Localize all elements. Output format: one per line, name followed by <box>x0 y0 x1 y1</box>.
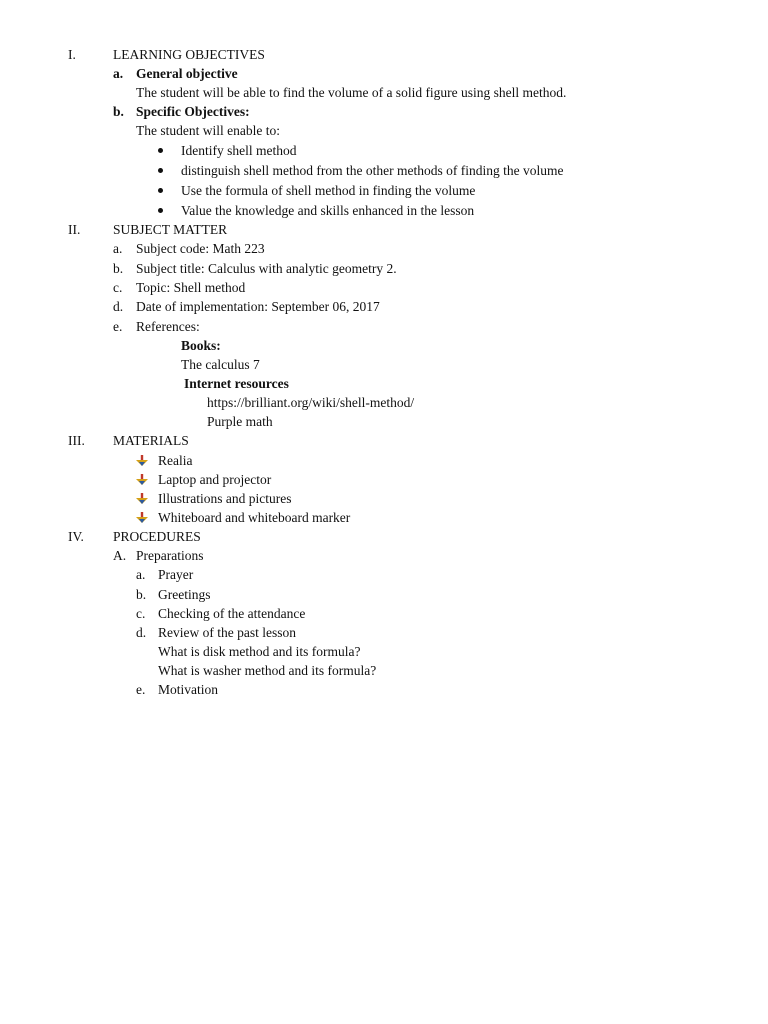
specific-objectives-marker: b. <box>113 104 124 119</box>
specific-objectives-intro: The student will enable to: <box>136 123 280 138</box>
arrow-bullet-icon <box>135 492 149 506</box>
section-3-numeral: III. <box>68 433 85 448</box>
objective-bullet-3: Use the formula of shell method in finding the volume <box>181 183 476 198</box>
arrow-bullet-icon <box>135 473 149 487</box>
internet-resources-label: Internet resources <box>184 376 289 391</box>
objective-bullet-4: Value the knowledge and skills enhanced in the lesson <box>181 203 475 218</box>
bullet-icon <box>158 168 163 173</box>
section-3-heading: MATERIALS <box>113 433 189 448</box>
reference-url: https://brilliant.org/wiki/shell-method/ <box>207 395 415 410</box>
subject-topic: Topic: Shell method <box>136 280 246 295</box>
specific-objectives-label: Specific Objectives: <box>136 104 250 119</box>
preparations-label: Preparations <box>136 548 204 563</box>
procedure-step: Prayer <box>158 567 194 582</box>
procedure-step: Greetings <box>158 587 211 602</box>
procedure-step-marker: c. <box>136 606 146 621</box>
section-1-numeral: I. <box>68 47 76 62</box>
bullet-icon <box>158 208 163 213</box>
material-item: Whiteboard and whiteboard marker <box>158 510 351 525</box>
review-question: What is washer method and its formula? <box>158 663 377 678</box>
book-title: The calculus 7 <box>181 357 260 372</box>
subject-item-marker: d. <box>113 299 124 314</box>
books-label: Books: <box>181 338 221 353</box>
subject-code: Subject code: Math 223 <box>136 241 265 256</box>
section-4-numeral: IV. <box>68 529 84 544</box>
subject-date: Date of implementation: September 06, 2017 <box>136 299 380 314</box>
review-question: What is disk method and its formula? <box>158 644 361 659</box>
preparations-marker: A. <box>113 548 127 563</box>
arrow-bullet-icon <box>135 454 149 468</box>
procedure-step: Checking of the attendance <box>158 606 306 621</box>
bullet-icon <box>158 148 163 153</box>
arrow-bullet-icon <box>135 511 149 525</box>
procedure-step-marker: d. <box>136 625 147 640</box>
objective-bullet-2: distinguish shell method from the other methods of finding the volume <box>181 163 564 178</box>
general-objective-text: The student will be able to find the volume of a solid figure using shell method. <box>136 85 567 100</box>
general-objective-marker: a. <box>113 66 124 81</box>
reference-site: Purple math <box>207 414 273 429</box>
bullet-icon <box>158 188 163 193</box>
procedure-step: Motivation <box>158 682 218 697</box>
procedure-step: Review of the past lesson <box>158 625 296 640</box>
section-2-numeral: II. <box>68 222 81 237</box>
subject-item-marker: b. <box>113 261 124 276</box>
subject-item-marker: a. <box>113 241 123 256</box>
objective-bullet-1: Identify shell method <box>181 143 297 158</box>
material-item: Realia <box>158 453 193 468</box>
section-1-heading: LEARNING OBJECTIVES <box>113 47 265 62</box>
material-item: Illustrations and pictures <box>158 491 292 506</box>
subject-item-marker: c. <box>113 280 123 295</box>
subject-title: Subject title: Calculus with analytic geometry 2. <box>136 261 397 276</box>
procedure-step-marker: a. <box>136 567 146 582</box>
section-4-heading: PROCEDURES <box>113 529 201 544</box>
subject-item-marker: e. <box>113 319 123 334</box>
procedure-step-marker: b. <box>136 587 147 602</box>
subject-references-label: References: <box>136 319 200 334</box>
material-item: Laptop and projector <box>158 472 272 487</box>
procedure-step-marker: e. <box>136 682 146 697</box>
section-2-heading: SUBJECT MATTER <box>113 222 228 237</box>
general-objective-label: General objective <box>136 66 238 81</box>
